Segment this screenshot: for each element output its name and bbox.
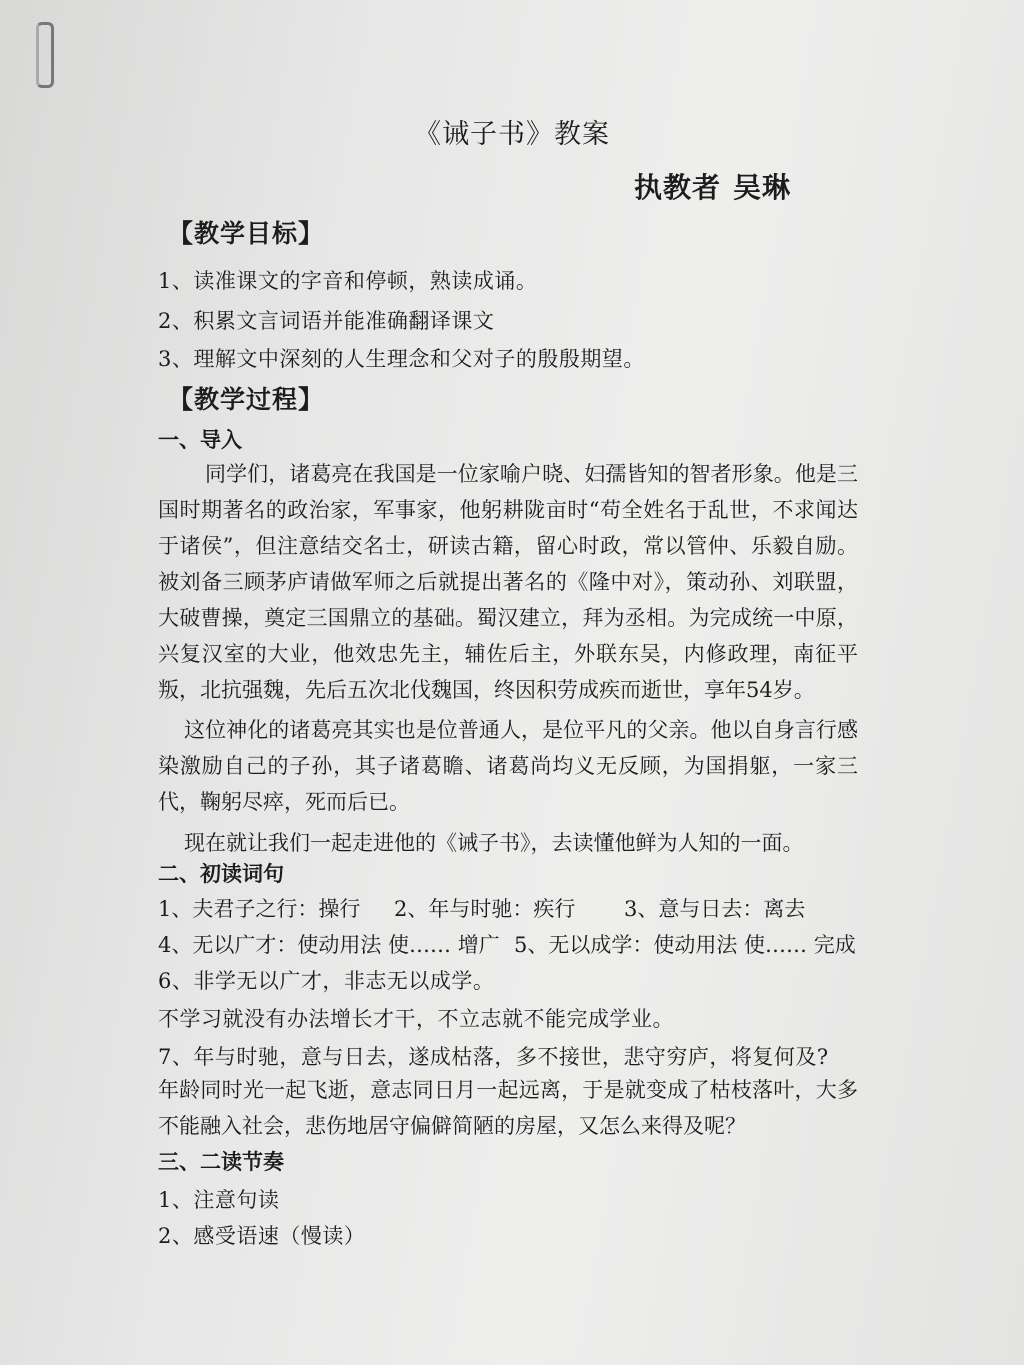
- vocab-item: 1、夫君子之行：操行: [158, 897, 361, 921]
- objective-item: 3、理解文中深刻的人生理念和父对子的殷殷期望。: [158, 347, 645, 371]
- instructor-label: 执教者: [634, 171, 722, 204]
- second-reading-item: 1、注意句读: [158, 1188, 280, 1212]
- first-reading-heading: 二、初读词句: [158, 862, 284, 886]
- vocab-item: 4、无以广才：使动用法 使…… 增广: [158, 933, 500, 957]
- objective-item: 1、读准课文的字音和停顿，熟读成诵。: [158, 269, 538, 293]
- staple-icon: [36, 22, 54, 88]
- process-heading: 【教学过程】: [168, 385, 325, 414]
- vocab-translation: 不学习就没有办法增长才干，不立志就不能完成学业。: [158, 1007, 674, 1031]
- intro-paragraph: 现在就让我们一起走进他的《诫子书》，去读懂他鲜为人知的一面。: [184, 831, 804, 855]
- vocab-row: [158, 929, 856, 959]
- instructor-line: [634, 166, 791, 206]
- second-reading-item: 2、感受语速（慢读）: [158, 1224, 366, 1248]
- objectives-heading: 【教学目标】: [168, 219, 325, 248]
- intro-paragraph: 这位神化的诸葛亮其实也是位普通人，是位平凡的父亲。他以自身言行感染激励自己的子孙，其子诸葛瞻、诸葛尚均义无反顾，为国捐躯，一家三代，鞠躬尽瘁，死而后已。: [158, 718, 858, 814]
- second-reading-heading: 三、二读节奏: [158, 1150, 284, 1174]
- instructor-name: 吴琳: [733, 171, 792, 204]
- vocab-translation: 年龄同时光一起飞逝，意志同日月一起远离，于是就变成了枯枝落叶，大多不能融入社会，悲伤地居守偏僻简陋的房屋，又怎么来得及呢？: [158, 1078, 858, 1138]
- vocab-sentence: 7、年与时驰，意与日去，遂成枯落，多不接世，悲守穷庐，将复何及?: [158, 1045, 829, 1069]
- intro-heading: 一、导入: [158, 428, 242, 452]
- vocab-item: 3、意与日去：离去: [624, 897, 806, 921]
- vocab-item: 5、无以成学：使动用法 使…… 完成: [514, 933, 856, 957]
- objective-item: 2、积累文言词语并能准确翻译课文: [158, 309, 495, 333]
- document-title: 《诫子书》教案: [414, 119, 610, 150]
- vocab-item: 2、年与时驰：疾行: [394, 897, 576, 921]
- intro-paragraph: 同学们，诸葛亮在我国是一位家喻户晓、妇孺皆知的智者形象。他是三国时期著名的政治家，军事家，他躬耕陇亩时“苟全姓名于乱世，不求闻达于诸侯”，但注意结交名士，研读古籍，留心时政，常以管仲、乐毅自励。被刘备三顾茅庐请做军师之后就提出著名的《隆中对》，策动孙、刘联盟，大破曹操，奠定三国鼎立的基础。蜀汉建立，拜为丞相。为完成统一中原，兴复汉室的大业，他效忠先主，辅佐后主，外联东吴，内修政理，南征平叛，北抗强魏，先后五次北伐魏国，终因积劳成疾而逝世，享年54岁。: [158, 462, 858, 702]
- vocab-row: [158, 893, 805, 923]
- vocab-sentence: 6、非学无以广才，非志无以成学。: [158, 969, 495, 993]
